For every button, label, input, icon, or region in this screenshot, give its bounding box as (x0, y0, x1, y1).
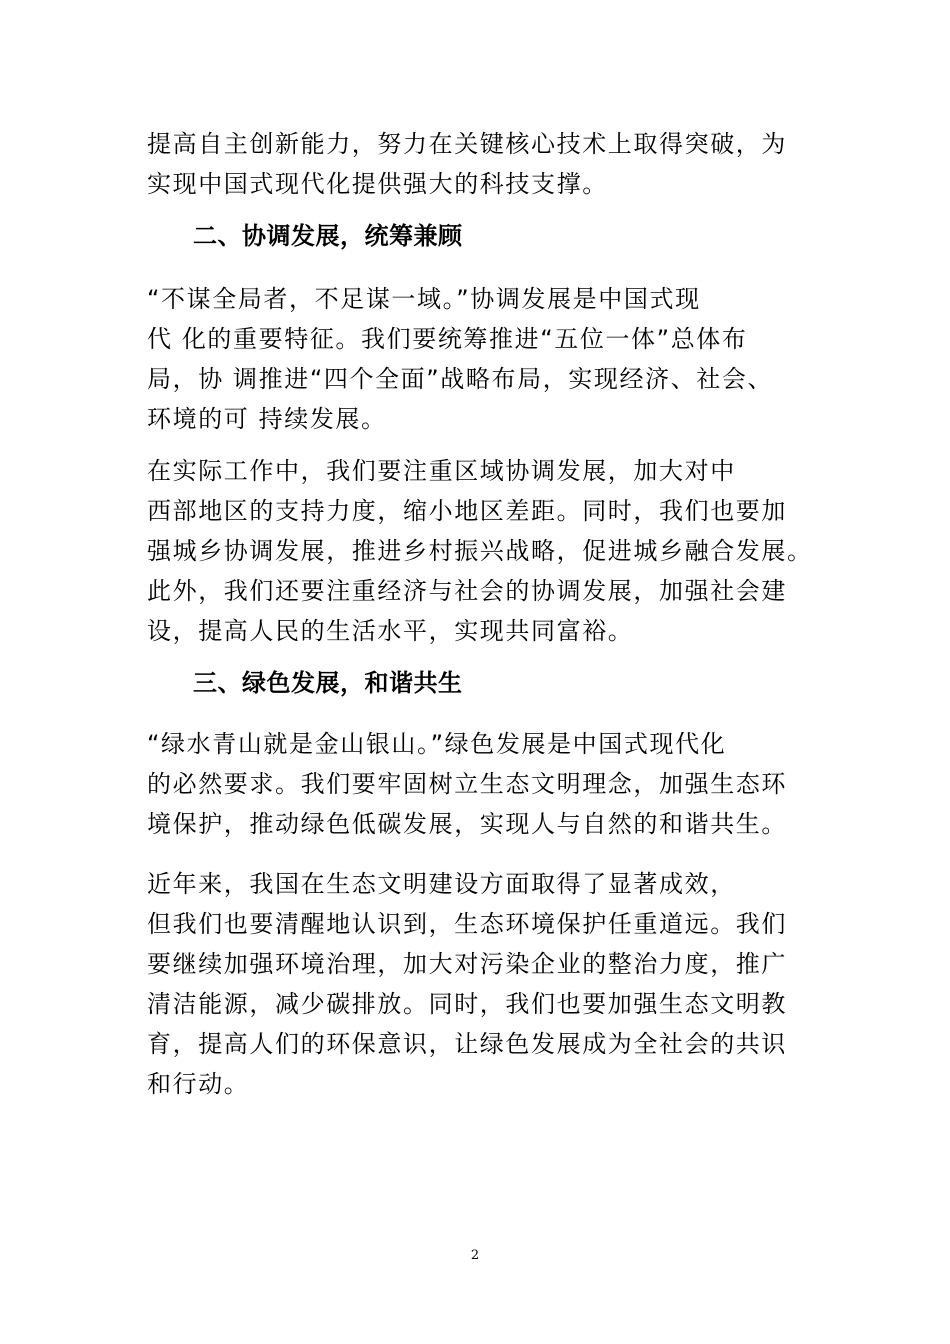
text-line: “不谋全局者，不足谋一域。”协调发展是中国式现 (147, 285, 701, 313)
text-line: 代 化的重要特征。我们要统筹推进“五位一体”总体布 (147, 325, 748, 353)
text-line: 实现中国式现代化提供强大的科技支撑。 (147, 170, 608, 198)
text-line: 此外，我们还要注重经济与社会的协调发展，加强社会建 (147, 577, 787, 605)
text-line: 但我们也要清醒地认识到，生态环境保护任重道远。我们 (147, 910, 787, 938)
text-line: 清洁能源，减少碳排放。同时，我们也要加强生态文明教 (147, 990, 787, 1018)
text-line: 在实际工作中，我们要注重区域协调发展，加大对中 (147, 457, 736, 485)
text-line: 要继续加强环境治理，加大对污染企业的整治力度，推广 (147, 950, 787, 978)
text-line: 近年来，我国在生态文明建设方面取得了显著成效， (147, 870, 736, 898)
text-line: 和行动。 (147, 1070, 250, 1098)
text-line: 强城乡协调发展，推进乡村振兴战略，促进城乡融合发展。 (147, 537, 813, 565)
section2-paragraph-1 (147, 279, 837, 439)
text-line: 育，提高人们的环保意识，让绿色发展成为全社会的共识 (147, 1030, 787, 1058)
section-heading-coordinated-development: 二、协调发展，统筹兼顾 (193, 222, 463, 250)
text-line: 局，协 调推进“四个全面”战略布局，实现经济、社会、 (147, 365, 774, 393)
text-line: 境保护，推动绿色低碳发展，实现人与自然的和谐共生。 (147, 810, 787, 838)
text-line: 设，提高人民的生活水平，实现共同富裕。 (147, 617, 634, 645)
section-heading-green-development: 三、绿色发展，和谐共生 (193, 669, 463, 697)
text-line: 环境的可 持续发展。 (147, 405, 387, 433)
section3-paragraph-1 (147, 724, 837, 844)
text-line: 提高自主创新能力，努力在关键核心技术上取得突破，为 (147, 130, 787, 158)
text-line: “绿水青山就是金山银山。”绿色发展是中国式现代化 (147, 730, 727, 758)
section3-paragraph-2 (147, 864, 837, 1104)
text-line: 的必然要求。我们要牢固树立生态文明理念，加强生态环 (147, 770, 787, 798)
text-line: 西部地区的支持力度，缩小地区差距。同时，我们也要加 (147, 497, 787, 525)
intro-paragraph (147, 124, 837, 204)
page-number: 2 (470, 1248, 480, 1263)
section2-paragraph-2 (147, 451, 837, 651)
